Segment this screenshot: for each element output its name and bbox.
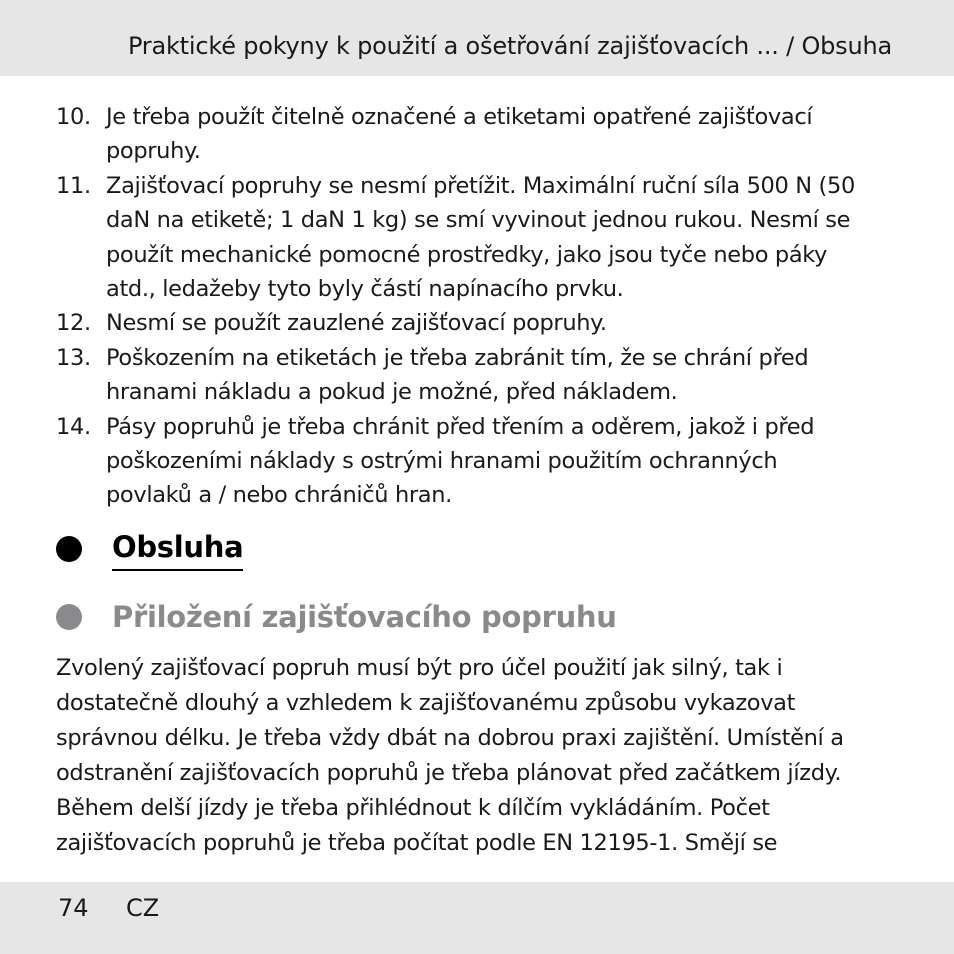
list-item — [56, 100, 856, 169]
list-item-text: Nesmí se použít zauzlené zajišťovací popruhy. — [106, 310, 607, 337]
list-item — [56, 410, 856, 513]
running-header: Praktické pokyny k použití a ošetřování zajišťovacích ... / Obsuha — [127, 32, 892, 60]
subsection-bullet-icon — [56, 604, 82, 630]
section-heading: Obsluha — [112, 527, 243, 571]
section-bullet-icon — [56, 536, 82, 562]
language-code: CZ — [126, 894, 160, 922]
body-paragraph: Zvolený zajišťovací popruh musí být pro účel použití jak silný, tak i dostatečně dlouhý a vzhledem k zajišťovanému způsobu vykazovat správnou délku. Je třeba vždy dbát na dobrou praxi zajištění. Umístění a odstranění zajišťovacích popruhů je třeba plánovat před začátkem jízdy. Během delší jízdy je třeba přihlédnout k dílčím vykládáním. Počet zajišťovacích popruhů je třeba počítat podle EN 12195-1. Smějí se — [56, 655, 844, 856]
list-item — [56, 169, 856, 307]
list-item-number: 13. — [56, 344, 91, 371]
list-item-number: 11. — [56, 172, 91, 199]
list-item-text: Pásy popruhů je třeba chránit před třením a oděrem, jakož i před poškozeními náklady s ostrými hranami použitím ochranných povlaků a / nebo chráničů hran. — [106, 413, 815, 509]
list-item-number: 14. — [56, 413, 91, 440]
page-number: 74 — [58, 894, 89, 922]
subsection-heading: Přiložení zajišťovacího popruhu — [112, 600, 617, 634]
list-item-number: 10. — [56, 104, 91, 130]
list-item-text: Zajišťovací popruhy se nesmí přetížit. Maximální ruční síla 500 N (50 daN na etiketě; 1 daN 1 kg) se smí vyvinout jednou rukou. Nesmí se použít mechanické pomocné prostředky, jako jsou tyče nebo páky atd., ledažeby tyto byly částí napínacího prvku. — [106, 172, 855, 303]
list-item-text: Je třeba použít čitelně označené a etiketami opatřené zajišťovací popruhy. — [106, 104, 813, 165]
list-item — [56, 306, 856, 340]
list-item-number: 12. — [56, 310, 91, 337]
instruction-list — [56, 100, 856, 513]
list-item-text: Poškozením na etiketách je třeba zabránit tím, že se chrání před hranami nákladu a pokud je možné, před nákladem. — [106, 344, 809, 406]
list-item — [56, 341, 856, 410]
